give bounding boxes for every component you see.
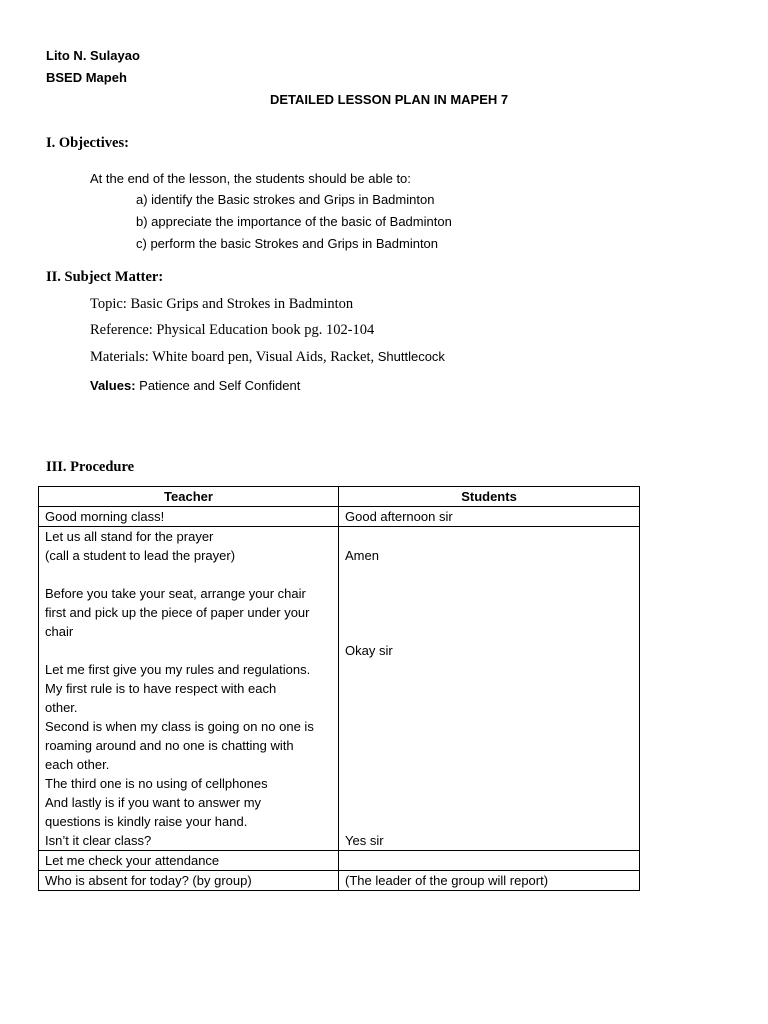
materials-main: Materials: White board pen, Visual Aids, Racket, [90,349,378,365]
student-line [345,603,633,622]
subject-reference: Reference: Physical Education book pg. 102-104 [90,322,375,338]
objectives-intro: At the end of the lesson, the students should be able to: [90,171,411,186]
student-line: Yes sir [345,833,384,848]
document-title: DETAILED LESSON PLAN IN MAPEH 7 [270,92,509,107]
student-line [345,717,633,736]
subject-materials [90,349,445,366]
students-cell: (The leader of the group will report) [339,871,640,891]
student-line [345,565,633,584]
subject-values [90,378,300,393]
teacher-line: Isn’t it clear class? [45,833,152,848]
student-line [345,584,633,603]
teacher-line: And lastly is if you want to answer my [45,795,262,810]
teacher-line: The third one is no using of cellphones [45,776,268,791]
teacher-cell: Good morning class! [39,507,339,527]
teacher-line: My first rule is to have respect with each [45,681,277,696]
teacher-line: Second is when my class is going on no one is [45,719,314,734]
subject-matter-heading: II. Subject Matter: [46,269,164,285]
teacher-cell: Let me check your attendance [39,851,339,871]
teacher-line: each other. [45,757,110,772]
teacher-line: (call a student to lead the prayer) [45,548,236,563]
subject-topic: Topic: Basic Grips and Strokes in Badminton [90,296,354,312]
teacher-line: first and pick up the piece of paper under your [45,605,310,620]
table-row [39,507,640,527]
teacher-line [45,565,332,584]
table-row [39,851,640,871]
teacher-line: other. [45,700,78,715]
student-line [345,793,633,812]
objective-item-c: c) perform the basic Strokes and Grips in Badminton [136,236,439,251]
student-line [345,774,633,793]
column-header-teacher: Teacher [39,487,339,507]
table-row [39,871,640,891]
objective-item-a: a) identify the Basic strokes and Grips in Badminton [136,192,435,207]
student-line [345,736,633,755]
teacher-line: Before you take your seat, arrange your chair [45,586,306,601]
objectives-heading: I. Objectives: [46,135,129,151]
course-name: BSED Mapeh [46,70,127,85]
values-label: Values: [90,378,136,393]
teacher-line: roaming around and no one is chatting with [45,738,294,753]
table-header-row [39,487,640,507]
student-line: Amen [345,548,379,563]
teacher-line: Let me first give you my rules and regulations. [45,662,311,677]
table-row [39,527,640,851]
teacher-line [45,641,332,660]
student-line [345,755,633,774]
author-name: Lito N. Sulayao [46,48,140,63]
teacher-cell [39,527,339,851]
student-line [345,679,633,698]
student-line [345,622,633,641]
student-line [345,527,633,546]
procedure-heading: III. Procedure [46,459,135,475]
students-cell [339,851,640,871]
teacher-line: questions is kindly raise your hand. [45,814,248,829]
student-line: Okay sir [345,643,393,658]
procedure-table [38,486,640,891]
student-line [345,660,633,679]
teacher-line: Let us all stand for the prayer [45,529,214,544]
teacher-line: chair [45,624,74,639]
teacher-cell: Who is absent for today? (by group) [39,871,339,891]
column-header-students: Students [339,487,640,507]
values-text: Patience and Self Confident [135,378,301,393]
student-line [345,698,633,717]
objective-item-b: b) appreciate the importance of the basic of Badminton [136,214,452,229]
materials-extra: Shuttlecock [377,349,445,364]
students-cell [339,527,640,851]
students-cell: Good afternoon sir [339,507,640,527]
student-line [345,812,633,831]
